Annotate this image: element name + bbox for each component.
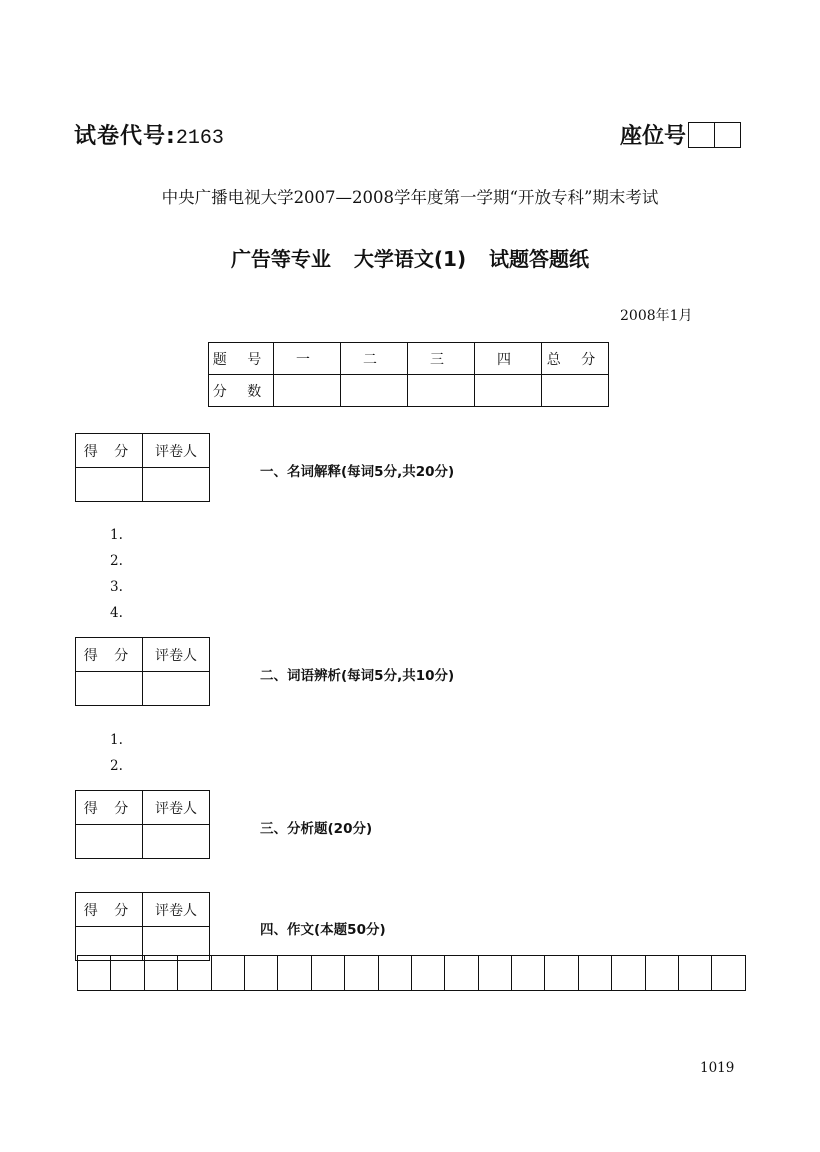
grid-cell[interactable]	[511, 956, 544, 990]
grid-cell[interactable]	[311, 956, 344, 990]
score-table-header-cell: 一	[274, 343, 341, 375]
score-cell[interactable]	[475, 375, 542, 407]
section-2-title: 二、词语辨析(每词5分,共10分)	[260, 668, 455, 684]
grader-box-4	[75, 892, 210, 961]
score-table-header-cell: 二	[341, 343, 408, 375]
seat-box	[689, 123, 714, 147]
score-label: 得 分	[76, 791, 143, 825]
section-1-item: 3.	[110, 579, 123, 595]
grid-cell[interactable]	[78, 956, 110, 990]
score-cell[interactable]	[408, 375, 475, 407]
score-label: 得 分	[76, 638, 143, 672]
grader-box-1	[75, 433, 210, 502]
grid-cell[interactable]	[578, 956, 611, 990]
page-number: 1019	[700, 1060, 735, 1076]
grid-cell[interactable]	[478, 956, 511, 990]
score-entry-cell[interactable]	[76, 825, 143, 859]
score-table-header-cell: 四	[475, 343, 542, 375]
grid-cell[interactable]	[645, 956, 678, 990]
composition-grid[interactable]	[77, 955, 746, 991]
grid-cell[interactable]	[378, 956, 411, 990]
score-cell[interactable]	[341, 375, 408, 407]
score-table-header-cell: 总 分	[542, 343, 609, 375]
paper-title: 广告等专业 大学语文(1) 试题答题纸	[230, 247, 590, 271]
paper-code-label: 试卷代号:	[74, 124, 176, 149]
section-2-item: 2.	[110, 758, 123, 774]
paper-code	[74, 119, 224, 150]
grader-box-2	[75, 637, 210, 706]
score-entry-cell[interactable]	[76, 468, 143, 502]
grid-cell[interactable]	[711, 956, 744, 990]
score-label: 得 分	[76, 434, 143, 468]
seat-number-boxes	[688, 122, 741, 148]
section-1-item: 1.	[110, 527, 123, 543]
paper-code-number: 2163	[175, 127, 224, 150]
score-table-score-row	[209, 375, 609, 407]
section-1-title: 一、名词解释(每词5分,共20分)	[260, 464, 455, 480]
grid-cell[interactable]	[611, 956, 644, 990]
grader-box-3	[75, 790, 210, 859]
grader-entry-cell[interactable]	[143, 825, 210, 859]
grader-label: 评卷人	[143, 638, 210, 672]
score-table-header-cell: 题 号	[209, 343, 274, 375]
grid-cell[interactable]	[277, 956, 310, 990]
score-cell[interactable]	[542, 375, 609, 407]
seat-box	[714, 123, 740, 147]
section-1-item: 4.	[110, 605, 123, 621]
grader-label: 评卷人	[143, 893, 210, 927]
score-table-header-cell: 三	[408, 343, 475, 375]
section-1-item: 2.	[110, 553, 123, 569]
grader-label: 评卷人	[143, 791, 210, 825]
score-label: 得 分	[76, 893, 143, 927]
score-table-header-row	[209, 343, 609, 375]
section-3-title: 三、分析题(20分)	[260, 821, 373, 837]
grid-cell[interactable]	[211, 956, 244, 990]
grid-cell[interactable]	[544, 956, 577, 990]
score-summary-table	[208, 342, 609, 407]
exam-date: 2008年1月	[620, 308, 693, 324]
grader-entry-cell[interactable]	[143, 672, 210, 706]
grid-cell[interactable]	[244, 956, 277, 990]
grid-cell[interactable]	[678, 956, 711, 990]
seat-number-label: 座位号	[620, 124, 687, 149]
grid-cell[interactable]	[177, 956, 210, 990]
grader-label: 评卷人	[143, 434, 210, 468]
grid-cell[interactable]	[444, 956, 477, 990]
grader-entry-cell[interactable]	[143, 468, 210, 502]
grid-cell[interactable]	[344, 956, 377, 990]
grid-cell[interactable]	[411, 956, 444, 990]
section-4-title: 四、作文(本题50分)	[260, 922, 386, 938]
exam-title: 中央广播电视大学2007—2008学年度第一学期“开放专科”期末考试	[161, 188, 659, 207]
seat-number	[620, 119, 741, 150]
section-2-item: 1.	[110, 732, 123, 748]
score-cell[interactable]	[274, 375, 341, 407]
score-row-label: 分 数	[209, 375, 274, 407]
grid-cell[interactable]	[110, 956, 143, 990]
score-entry-cell[interactable]	[76, 672, 143, 706]
grid-cell[interactable]	[144, 956, 177, 990]
